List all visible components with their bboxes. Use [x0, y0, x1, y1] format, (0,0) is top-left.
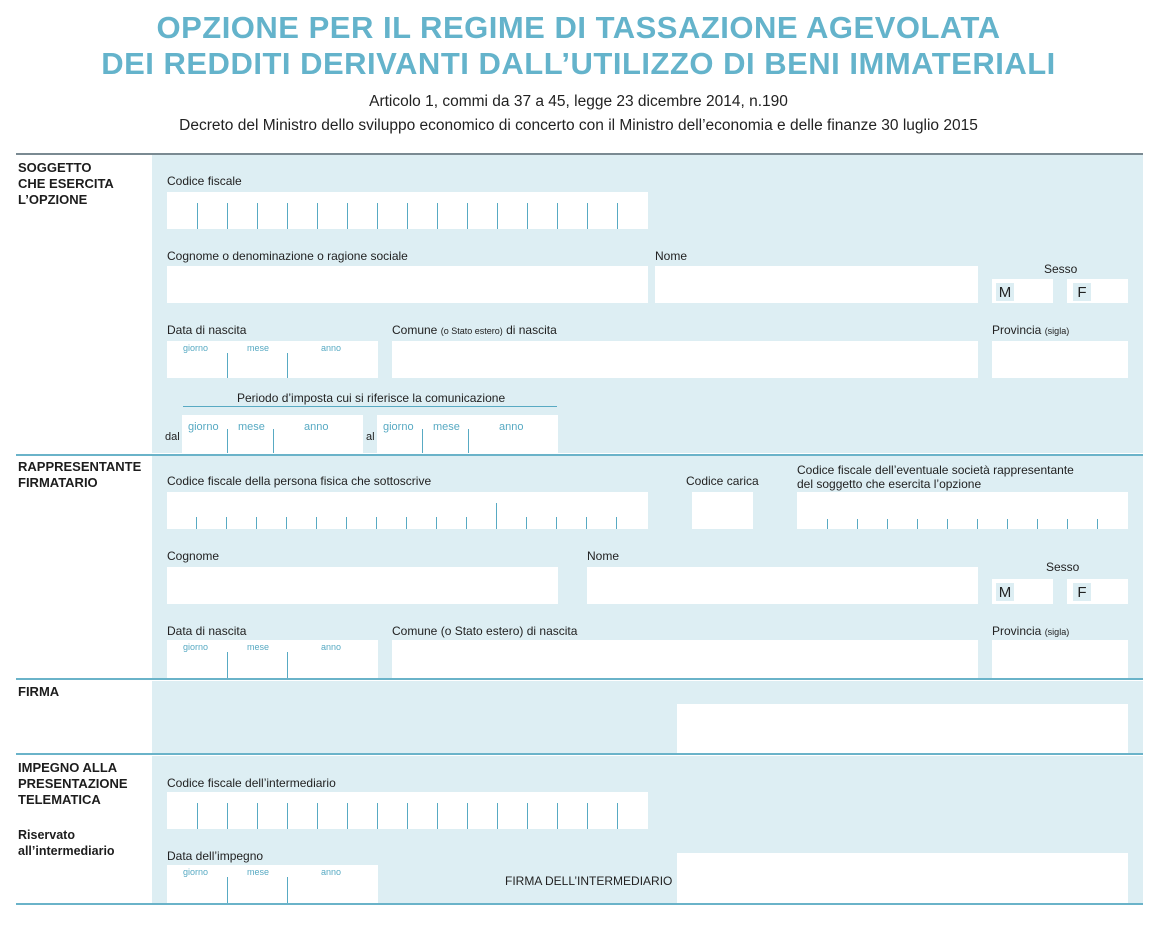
al-label: al [366, 431, 375, 443]
periodo-underline [183, 406, 557, 407]
nome-label: Nome [655, 249, 688, 263]
dal-label: dal [165, 431, 180, 443]
comune-nascita-field[interactable] [392, 341, 978, 378]
data-nascita-label: Data di nascita [167, 323, 247, 337]
firma-intermediario-field[interactable] [677, 853, 1128, 903]
data-impegno-label: Data dell’impegno [167, 849, 264, 863]
comune-nascita2-label: Comune (o Stato estero) di nascita [392, 624, 578, 638]
divider [16, 753, 1143, 755]
cognome-label: Cognome o denominazione o ragione sociale [167, 249, 408, 263]
periodo-imposta-label: Periodo d’imposta cui si riferisce la comunicazione [237, 391, 506, 405]
form-subtitle-line2: Decreto del Ministro dello sviluppo economico di concerto con il Ministro dell’economia e delle finanze 30 luglio 2015 [179, 117, 978, 134]
comune-nascita-label: Comune (o Stato estero) di nascita [392, 323, 557, 337]
sesso-m-checkbox[interactable] [992, 279, 1053, 303]
form-title-line2: DEI REDDITI DERIVANTI DALL’UTILIZZO DI BENI IMMATERIALI [101, 46, 1056, 81]
periodo-dal-field[interactable]: giorno mese anno [182, 415, 363, 453]
codice-fiscale-field[interactable] [167, 192, 648, 229]
comune-nascita2-field[interactable] [392, 640, 978, 678]
cognome2-field[interactable] [167, 567, 558, 604]
data-nascita2-field[interactable]: giorno mese anno [167, 640, 378, 678]
cf-sottoscrittore-field[interactable] [167, 492, 648, 529]
firma-field[interactable] [677, 704, 1128, 753]
provincia-label: Provincia (sigla) [992, 323, 1070, 337]
cognome-field[interactable] [167, 266, 648, 303]
sesso2-label: Sesso [1046, 560, 1080, 574]
divider [16, 678, 1143, 680]
sesso-f-label: F [1073, 283, 1091, 301]
section1-title: SOGGETTO CHE ESERCITA L’OPZIONE [18, 160, 114, 207]
provincia2-label: Provincia (sigla) [992, 624, 1070, 638]
cf-societa-label: Codice fiscale dell’eventuale società rappresentante del soggetto che esercita l’opzione [797, 463, 1074, 491]
codice-carica-field[interactable] [692, 492, 753, 529]
nome2-label: Nome [587, 549, 620, 563]
sesso-f-checkbox[interactable] [1067, 279, 1128, 303]
section4-title: IMPEGNO ALLA PRESENTAZIONE TELEMATICA [18, 760, 128, 807]
sesso2-f-label: F [1073, 583, 1091, 601]
nome2-field[interactable] [587, 567, 978, 604]
data-nascita2-label: Data di nascita [167, 624, 247, 638]
cognome2-label: Cognome [167, 549, 220, 563]
riservato-label: Riservato all’intermediario [18, 828, 115, 858]
section3-title: FIRMA [18, 684, 60, 699]
form-title-line1: OPZIONE PER IL REGIME DI TASSAZIONE AGEVOLATA [156, 10, 1001, 45]
periodo-al-field[interactable]: giorno mese anno [377, 415, 558, 453]
codice-fiscale-label: Codice fiscale [167, 174, 242, 188]
divider [16, 454, 1143, 456]
cf-intermediario-field[interactable] [167, 792, 648, 829]
sesso2-m-label: M [996, 583, 1014, 601]
cf-intermediario-label: Codice fiscale dell’intermediario [167, 776, 336, 790]
section2-title: RAPPRESENTANTE FIRMATARIO [18, 459, 142, 490]
form-subtitle-line1: Articolo 1, commi da 37 a 45, legge 23 dicembre 2014, n.190 [369, 93, 788, 110]
codice-carica-label: Codice carica [686, 474, 759, 488]
data-impegno-field[interactable]: giorno mese anno [167, 865, 378, 903]
nome-field[interactable] [655, 266, 978, 303]
data-nascita-field[interactable]: giorno mese anno [167, 341, 378, 378]
cf-societa-field[interactable] [797, 492, 1128, 529]
sesso2-m-checkbox[interactable] [992, 579, 1053, 604]
provincia-field[interactable] [992, 341, 1128, 378]
sesso-m-label: M [996, 283, 1014, 301]
firma-intermediario-label: FIRMA DELL’INTERMEDIARIO [505, 874, 673, 888]
sesso-label: Sesso [1044, 262, 1078, 276]
sesso2-f-checkbox[interactable] [1067, 579, 1128, 604]
divider [16, 153, 1143, 155]
divider [16, 903, 1143, 905]
cf-sottoscrittore-label: Codice fiscale della persona fisica che sottoscrive [167, 474, 432, 488]
provincia2-field[interactable] [992, 640, 1128, 678]
